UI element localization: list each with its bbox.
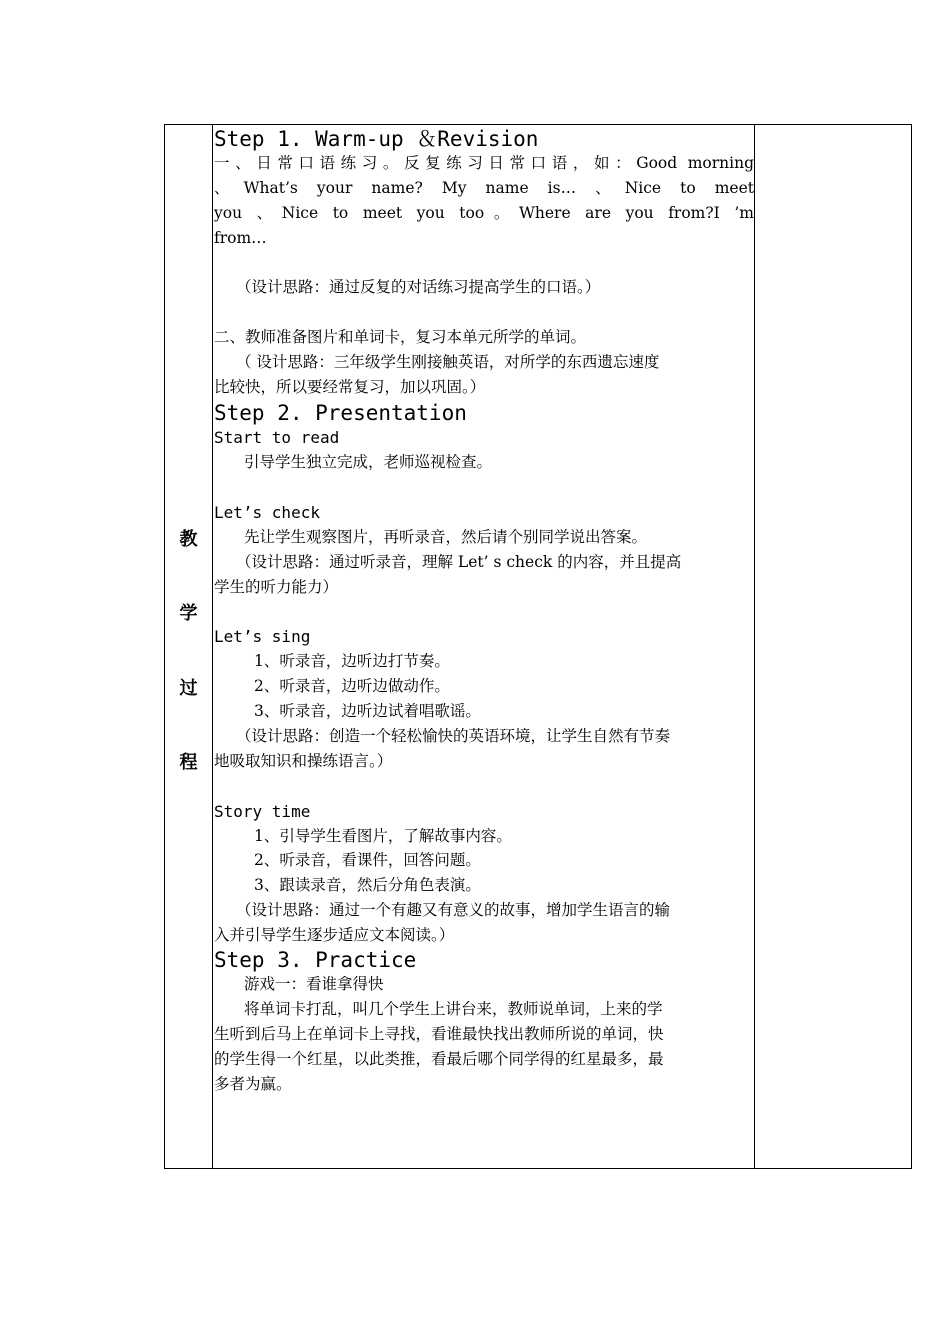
step1-heading: Step 1. Warm-up ＆Revision — [214, 127, 539, 151]
lesson-table — [164, 124, 912, 1169]
text-line: from… — [214, 229, 267, 247]
section-label-char: 学 — [179, 603, 198, 624]
list-item: 1、引导学生看图片，了解故事内容。 — [254, 827, 512, 845]
list-item: 1、听录音，边听边打节奏。 — [254, 652, 450, 670]
text-line: 将单词卡打乱，叫几个学生上讲台来，教师说单词，上来的学 — [244, 1000, 663, 1018]
text-line: 多者为赢。 — [214, 1075, 292, 1093]
step3-heading: Step 3. Practice — [214, 948, 417, 972]
text-line: 生听到后马上在单词卡上寻找，看谁最快找出教师所说的单词，快 — [214, 1025, 664, 1043]
subheading-lets-sing: Let’s sing — [214, 627, 311, 646]
design-note: 入并引导学生逐步适应文本阅读。） — [214, 926, 455, 944]
subheading-lets-check: Let’s check — [214, 503, 320, 522]
list-item: 2、听录音，边听边做动作。 — [254, 677, 450, 695]
step2-heading: Step 2. Presentation — [214, 401, 467, 425]
lesson-content — [213, 125, 755, 1168]
text-line: 二、教师准备图片和单词卡，复习本单元所学的单词。 — [214, 328, 587, 346]
design-note: 地吸取知识和操练语言。） — [214, 752, 393, 770]
section-label-char: 程 — [179, 752, 198, 773]
design-note: （ 设计思路：三年级学生刚接触英语，对所学的东西遗忘速度 — [236, 353, 660, 371]
design-note: （设计思路：通过一个有趣又有意义的故事，增加学生语言的输 — [236, 901, 671, 919]
design-note: 学生的听力能力） — [214, 578, 339, 596]
game-title: 游戏一：看谁拿得快 — [244, 975, 384, 993]
design-note: （设计思路：创造一个轻松愉快的英语环境，让学生自然有节奏 — [236, 727, 671, 745]
list-item: 3、听录音，边听边试着唱歌谣。 — [254, 702, 481, 720]
section-label-char: 过 — [179, 678, 198, 699]
list-item: 3、跟读录音，然后分角色表演。 — [254, 876, 481, 894]
section-label-column — [165, 125, 212, 1168]
design-note: （设计思路：通过听录音，理解 Let’ s check 的内容，并且提高 — [236, 553, 682, 571]
design-note: 比较快，所以要经常复习，加以巩固。） — [214, 378, 486, 396]
text-line: 的学生得一个红星，以此类推，看最后哪个同学得的红星最多，最 — [214, 1050, 664, 1068]
subheading-story-time: Story time — [214, 802, 311, 821]
list-item: 2、听录音，看课件，回答问题。 — [254, 851, 481, 869]
subheading-start-to-read: Start to read — [214, 428, 340, 447]
text-line: 引导学生独立完成，老师巡视检查。 — [244, 453, 493, 471]
text-line: you 、Nice to meet you too。Where are you from?I ’m — [214, 204, 754, 222]
text-line: 、What’s your name? My name is… 、Nice to meet — [214, 179, 754, 197]
text-line: 一、日常口语练习。反复练习日常口语，如：Good morning — [214, 154, 754, 172]
text-line: 先让学生观察图片，再听录音，然后请个别同学说出答案。 — [244, 528, 648, 546]
section-label-char: 教 — [179, 529, 198, 550]
design-note: （设计思路：通过反复的对话练习提高学生的口语。） — [236, 278, 601, 296]
